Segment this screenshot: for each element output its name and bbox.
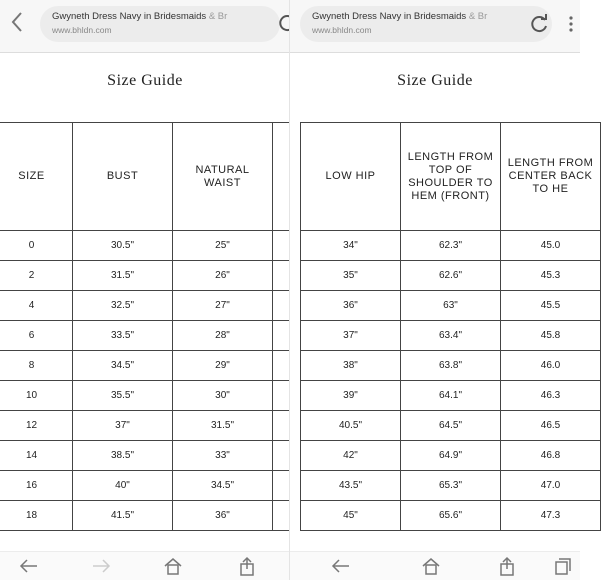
table-header-row: [301, 123, 601, 231]
table-cell-cut-off: [273, 411, 291, 441]
home-icon[interactable]: [420, 556, 442, 576]
table-cell-cut-off: [273, 441, 291, 471]
table-row: [0, 351, 291, 381]
table-cell: 45.8: [501, 321, 601, 351]
table-cell: 35": [301, 261, 401, 291]
table-cell: 45.0: [501, 231, 601, 261]
url-title-fade: & Br: [468, 11, 488, 22]
table-cell: 63": [401, 291, 501, 321]
table-cell-cut-off: [273, 321, 291, 351]
header-size: SIZE: [0, 123, 73, 231]
table-cell: 62.6": [401, 261, 501, 291]
table-cell: 26": [173, 261, 273, 291]
table-cell-cut-off: [273, 471, 291, 501]
table-header-row: [0, 123, 291, 231]
url-title: [312, 11, 512, 22]
table-cell: 45.3: [501, 261, 601, 291]
table-row: [301, 441, 601, 471]
table-row: [0, 291, 291, 321]
table-cell: 4: [0, 291, 73, 321]
table-row: [301, 261, 601, 291]
header-natural-waist: NATURAL WAIST: [173, 123, 273, 231]
table-cell: 47.0: [501, 471, 601, 501]
table-cell: 46.5: [501, 411, 601, 441]
table-cell: 6: [0, 321, 73, 351]
browser-address-bar: [290, 0, 580, 53]
table-cell-cut-off: [273, 291, 291, 321]
table-cell-cut-off: [273, 501, 291, 531]
table-cell-cut-off: [273, 261, 291, 291]
table-cell: 64.9": [401, 441, 501, 471]
table-cell: 36": [173, 501, 273, 531]
url-title-fade: & Br: [208, 11, 228, 22]
right-screenshot-panel: [290, 0, 594, 580]
table-row: [0, 261, 291, 291]
url-title-text: Gwyneth Dress Navy in Bridesmaids: [52, 11, 207, 22]
table-cell: 36": [301, 291, 401, 321]
table-cell: 34": [301, 231, 401, 261]
table-cell: 34.5": [73, 351, 173, 381]
header-low-hip: LOW HIP: [301, 123, 401, 231]
table-cell: 38": [301, 351, 401, 381]
table-cell: 30": [173, 381, 273, 411]
tabs-icon[interactable]: [552, 556, 574, 576]
forward-arrow-icon[interactable]: [90, 556, 112, 576]
left-screenshot-panel: [0, 0, 290, 580]
table-cell: 45": [301, 501, 401, 531]
table-cell: 39": [301, 381, 401, 411]
table-cell: 64.1": [401, 381, 501, 411]
table-cell: 10: [0, 381, 73, 411]
table-cell: 65.3": [401, 471, 501, 501]
table-body-left: [0, 231, 291, 531]
share-icon[interactable]: [496, 556, 518, 576]
header-length-shoulder-to-hem: LENGTH FROM TOP OF SHOULDER TO HEM (FRONT): [401, 123, 501, 231]
table-cell: 64.5": [401, 411, 501, 441]
table-cell: 31.5": [73, 261, 173, 291]
table-cell: 25": [173, 231, 273, 261]
table-cell: 40.5": [301, 411, 401, 441]
back-arrow-icon[interactable]: [330, 556, 352, 576]
table-cell: 33": [173, 441, 273, 471]
table-cell: 18: [0, 501, 73, 531]
size-table-right: [300, 122, 601, 531]
table-cell: 37": [73, 411, 173, 441]
table-cell: 37": [301, 321, 401, 351]
table-row: [301, 321, 601, 351]
table-cell: 31.5": [173, 411, 273, 441]
table-cell: 46.0: [501, 351, 601, 381]
table-cell: 65.6": [401, 501, 501, 531]
table-row: [0, 501, 291, 531]
table-cell: 41.5": [73, 501, 173, 531]
url-domain: www.bhldn.com: [52, 25, 112, 35]
table-cell: 32.5": [73, 291, 173, 321]
size-guide-title: Size Guide: [107, 72, 183, 89]
table-row: [301, 351, 601, 381]
table-cell-cut-off: [273, 381, 291, 411]
table-cell: 40": [73, 471, 173, 501]
url-title: [52, 11, 257, 22]
table-cell: 45.5: [501, 291, 601, 321]
table-cell-cut-off: [273, 231, 291, 261]
table-cell: 16: [0, 471, 73, 501]
header-length-center-back: LENGTH FROM CENTER BACK TO HE: [501, 123, 601, 231]
table-cell: 43.5": [301, 471, 401, 501]
share-icon[interactable]: [236, 556, 258, 576]
table-row: [301, 471, 601, 501]
header-cut-off: [273, 123, 291, 231]
table-cell: 38.5": [73, 441, 173, 471]
table-row: [301, 291, 601, 321]
table-cell: 63.4": [401, 321, 501, 351]
home-icon[interactable]: [162, 556, 184, 576]
table-cell: 33.5": [73, 321, 173, 351]
url-title-text: Gwyneth Dress Navy in Bridesmaids: [312, 11, 467, 22]
table-cell: 2: [0, 261, 73, 291]
table-cell: 29": [173, 351, 273, 381]
table-cell: 42": [301, 441, 401, 471]
table-cell: 63.8": [401, 351, 501, 381]
browser-bottom-toolbar: [0, 551, 290, 580]
table-cell: 46.3: [501, 381, 601, 411]
table-cell: 0: [0, 231, 73, 261]
table-cell: 46.8: [501, 441, 601, 471]
size-table-left: [0, 122, 291, 531]
size-guide-title: Size Guide: [397, 72, 473, 89]
table-cell: 12: [0, 411, 73, 441]
table-cell: 30.5": [73, 231, 173, 261]
url-field[interactable]: [300, 6, 552, 42]
table-row: [301, 411, 601, 441]
table-cell: 47.3: [501, 501, 601, 531]
table-cell: 27": [173, 291, 273, 321]
reload-icon[interactable]: [528, 13, 550, 35]
table-row: [0, 441, 291, 471]
table-cell: 62.3": [401, 231, 501, 261]
table-cell: 35.5": [73, 381, 173, 411]
browser-address-bar: [0, 0, 290, 53]
table-row: [0, 381, 291, 411]
table-cell: 34.5": [173, 471, 273, 501]
table-row: [301, 381, 601, 411]
table-cell: 28": [173, 321, 273, 351]
table-cell-cut-off: [273, 351, 291, 381]
browser-bottom-toolbar: [290, 551, 580, 580]
table-cell: 8: [0, 351, 73, 381]
url-domain: www.bhldn.com: [312, 25, 372, 35]
table-cell: 14: [0, 441, 73, 471]
back-chevron-icon[interactable]: [10, 10, 32, 36]
table-row: [0, 321, 291, 351]
table-row: [301, 231, 601, 261]
header-bust: BUST: [73, 123, 173, 231]
table-row: [301, 501, 601, 531]
overflow-icon[interactable]: [566, 12, 576, 36]
table-row: [0, 411, 291, 441]
table-row: [0, 231, 291, 261]
url-field[interactable]: [40, 6, 280, 42]
table-row: [0, 471, 291, 501]
back-arrow-icon[interactable]: [18, 556, 40, 576]
table-body-right: [301, 231, 601, 531]
